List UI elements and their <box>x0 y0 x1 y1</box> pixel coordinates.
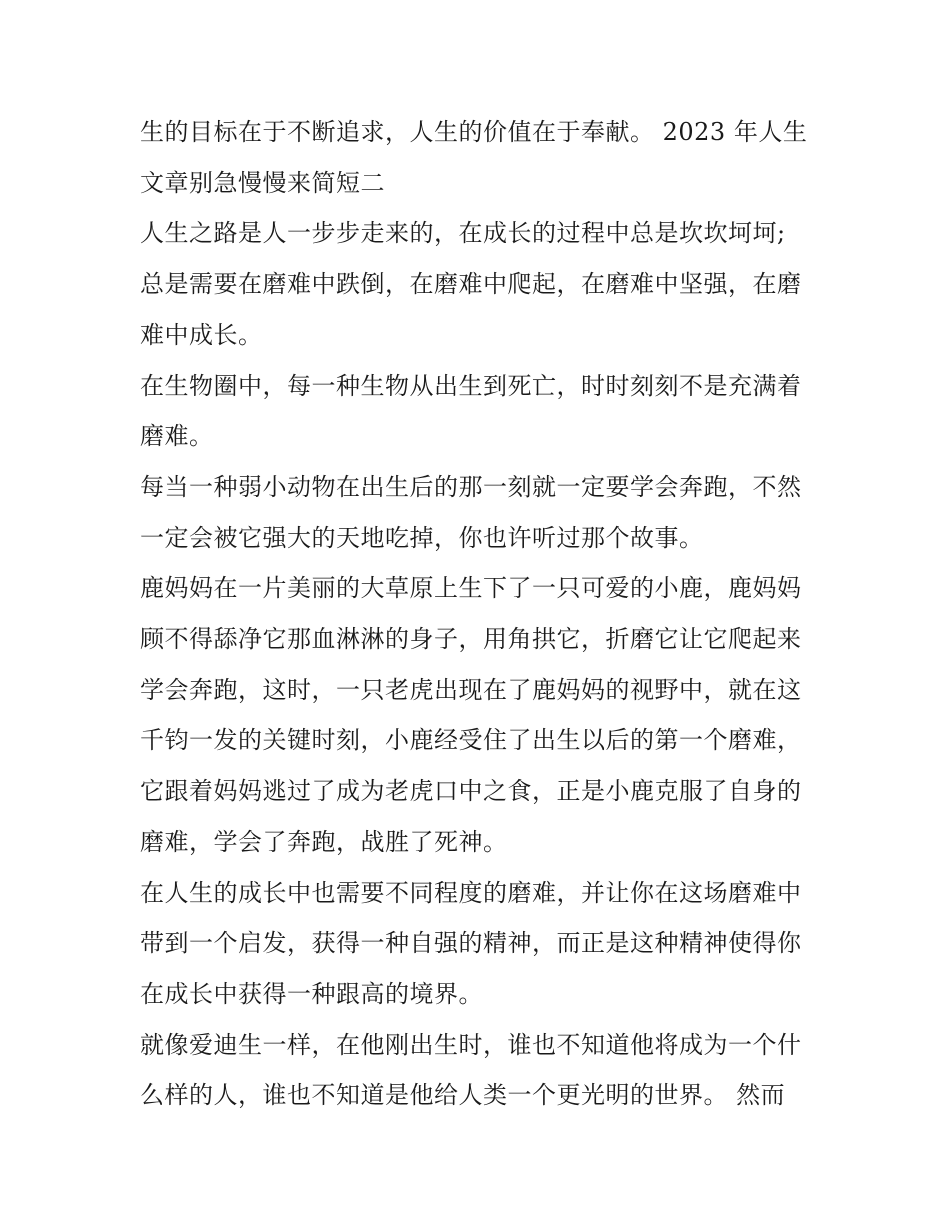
paragraph <box>140 361 820 462</box>
text-line: 磨难，学会了奔跑，战胜了死神。 <box>140 827 508 856</box>
text-line: 鹿妈妈在一片美丽的大草原上生下了一只可爱的小鹿，鹿妈妈 <box>140 574 802 603</box>
text-line: 在生物圈中，每一种生物从出生到死亡，时时刻刻不是充满着 <box>140 371 802 400</box>
paragraph <box>140 1020 820 1121</box>
document-body <box>140 107 820 1121</box>
text-line: 人生之路是人一步步走来的，在成长的过程中总是坎坎坷坷; <box>140 219 786 248</box>
text-line: 在成长中获得一种跟高的境界。 <box>140 979 483 1008</box>
text-line: 磨难。 <box>140 422 214 451</box>
text-line: 顾不得舔净它那血淋淋的身子，用角拱它，折磨它让它爬起来 <box>140 625 802 654</box>
text-line: 学会奔跑，这时，一只老虎出现在了鹿妈妈的视野中，就在这 <box>140 675 802 704</box>
text-line: 文章别急慢慢来简短二 <box>140 168 385 197</box>
text-line: 就像爱迪生一样，在他刚出生时，谁也不知道他将成为一个什 <box>140 1030 802 1059</box>
text-line: 一定会被它强大的天地吃掉，你也许听过那个故事。 <box>140 523 704 552</box>
text-line: 总是需要在磨难中跌倒，在磨难中爬起，在磨难中坚强，在磨 <box>140 270 802 299</box>
paragraph <box>140 868 820 1020</box>
text-line: 每当一种弱小动物在出生后的那一刻就一定要学会奔跑，不然 <box>140 472 802 501</box>
text-line: 在人生的成长中也需要不同程度的磨难，并让你在这场磨难中 <box>140 878 802 907</box>
text-line: 带到一个启发，获得一种自强的精神，而正是这种精神使得你 <box>140 929 802 958</box>
paragraph <box>140 107 820 208</box>
paragraph <box>140 563 820 867</box>
text-line: 千钧一发的关键时刻，小鹿经受住了出生以后的第一个磨难， <box>140 726 802 755</box>
text-line: 难中成长。 <box>140 320 263 349</box>
paragraph <box>140 462 820 563</box>
text-line: 么样的人，谁也不知道是他给人类一个更光明的世界。 然而 <box>140 1081 786 1110</box>
text-line: 它跟着妈妈逃过了成为老虎口中之食，正是小鹿克服了自身的 <box>140 777 802 806</box>
paragraph <box>140 208 820 360</box>
text-line: 生的目标在于不断追求，人生的价值在于奉献。 2023 年人生 <box>140 118 808 146</box>
